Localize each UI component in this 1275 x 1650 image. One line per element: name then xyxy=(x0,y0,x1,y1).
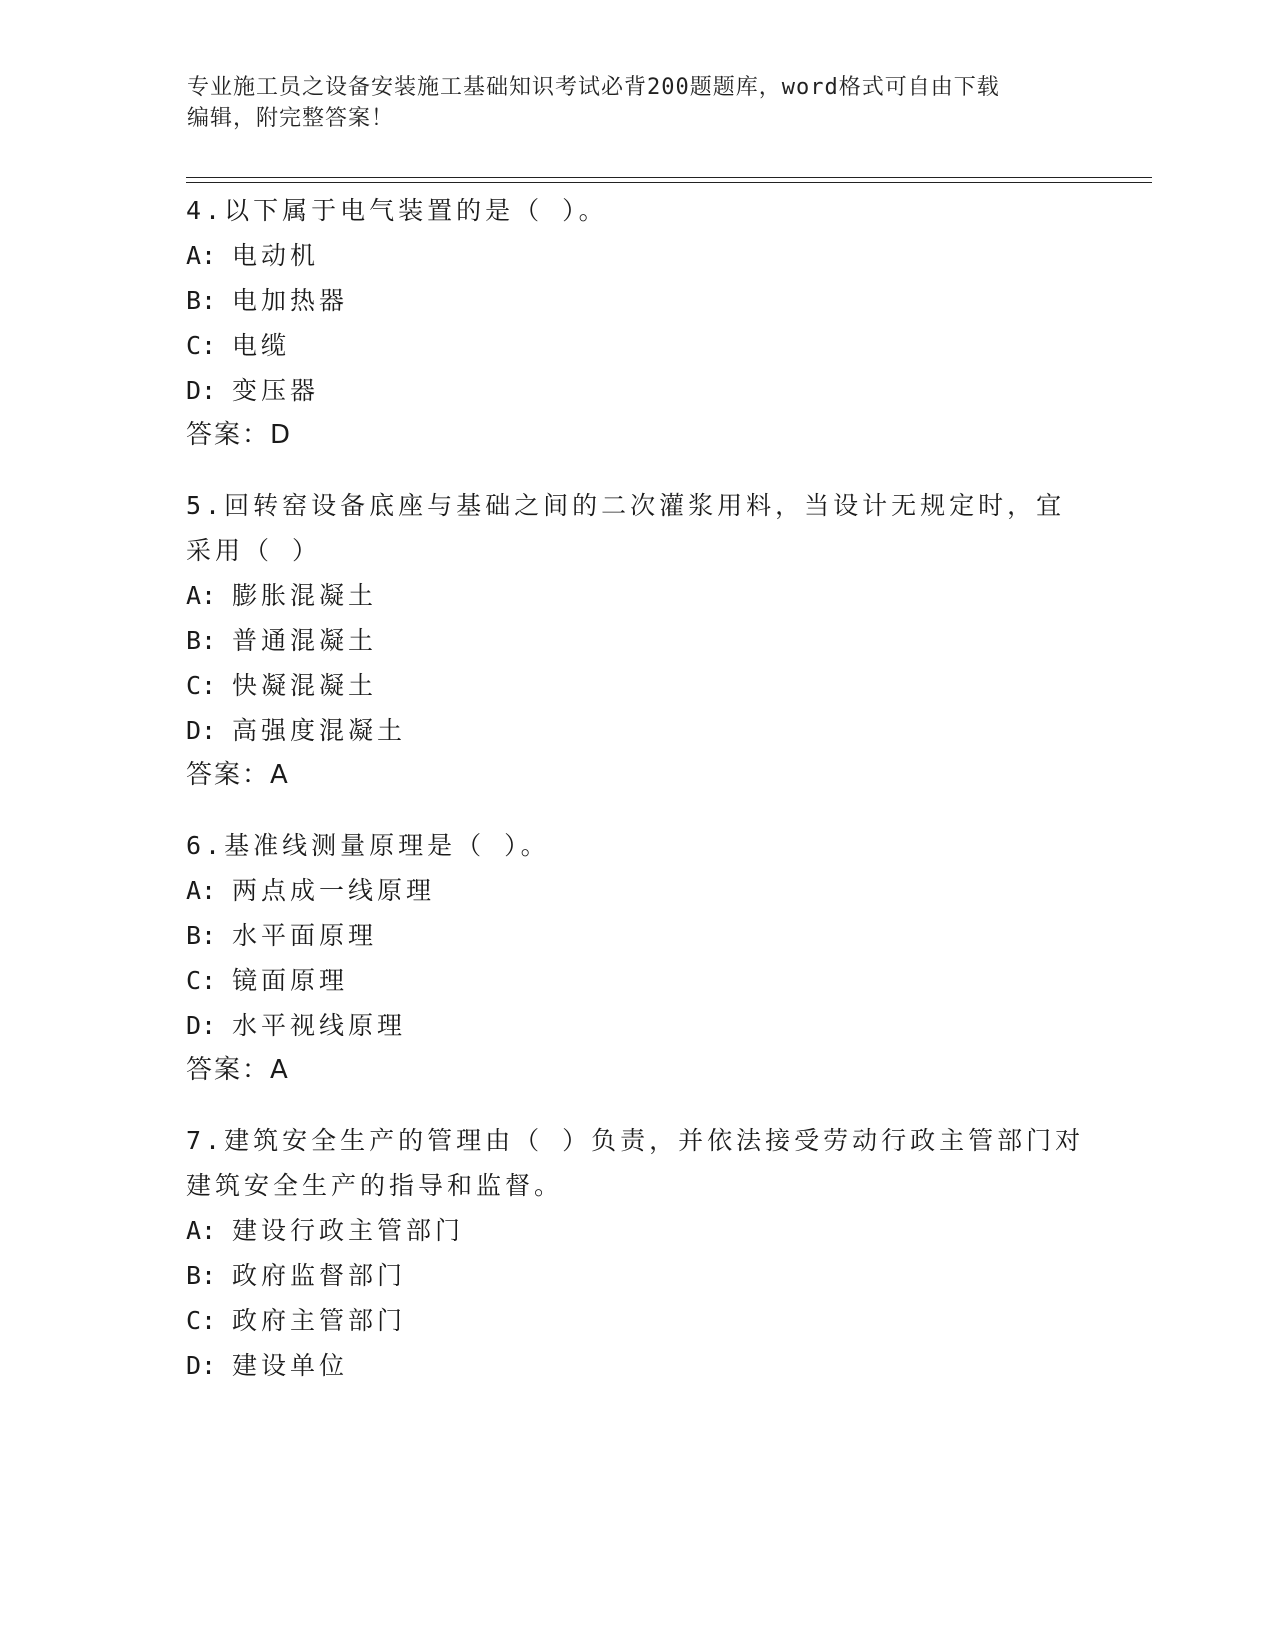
option-key: A: xyxy=(186,876,217,905)
answer-value: A xyxy=(270,1055,288,1085)
option-c xyxy=(186,663,1086,708)
answer-line xyxy=(186,413,1086,458)
question-4 xyxy=(186,188,1086,458)
option-text: 政府主管部门 xyxy=(232,1306,407,1335)
option-key: B: xyxy=(186,921,217,950)
option-key: A: xyxy=(186,581,217,610)
question-7 xyxy=(186,1118,1086,1388)
option-a xyxy=(186,233,1086,278)
option-b xyxy=(186,1253,1086,1298)
option-text: 高强度混凝土 xyxy=(232,716,407,745)
option-text: 快凝混凝土 xyxy=(232,671,378,700)
option-b xyxy=(186,618,1086,663)
option-text: 普通混凝土 xyxy=(232,626,378,655)
question-stem: 7.建筑安全生产的管理由（ ）负责，并依法接受劳动行政主管部门对 xyxy=(186,1126,1085,1155)
header-divider xyxy=(186,177,1152,178)
option-a xyxy=(186,1208,1086,1253)
question-stem: 6.基准线测量原理是（ ）。 xyxy=(186,831,550,860)
option-key: A: xyxy=(186,1216,217,1245)
option-d xyxy=(186,1003,1086,1048)
option-text: 建设行政主管部门 xyxy=(232,1216,465,1245)
option-key: A: xyxy=(186,241,217,270)
option-text: 电缆 xyxy=(232,331,291,360)
option-a xyxy=(186,868,1086,913)
option-key: D: xyxy=(186,1351,217,1380)
option-b xyxy=(186,278,1086,323)
question-stem: 5.回转窑设备底座与基础之间的二次灌浆用料，当设计无规定时，宜 xyxy=(186,491,1066,520)
answer-label: 答案： xyxy=(186,1055,271,1085)
option-text: 水平面原理 xyxy=(232,921,378,950)
option-key: C: xyxy=(186,331,217,360)
option-c xyxy=(186,958,1086,1003)
option-key: D: xyxy=(186,716,217,745)
option-key: B: xyxy=(186,1261,217,1290)
option-key: B: xyxy=(186,286,217,315)
option-b xyxy=(186,913,1086,958)
answer-value: A xyxy=(270,760,288,790)
option-text: 变压器 xyxy=(232,376,320,405)
header-divider xyxy=(186,182,1152,183)
option-key: C: xyxy=(186,966,217,995)
option-text: 两点成一线原理 xyxy=(232,876,436,905)
option-text: 膨胀混凝土 xyxy=(232,581,378,610)
question-list xyxy=(186,188,1086,1413)
option-key: B: xyxy=(186,626,217,655)
option-d xyxy=(186,708,1086,753)
header-line: 专业施工员之设备安装施工基础知识考试必背200题题库，word格式可自由下载 xyxy=(187,75,1000,100)
option-text: 水平视线原理 xyxy=(232,1011,407,1040)
option-key: D: xyxy=(186,376,217,405)
option-a xyxy=(186,573,1086,618)
document-header xyxy=(187,72,1067,134)
option-c xyxy=(186,323,1086,368)
header-line: 编辑，附完整答案！ xyxy=(187,106,395,131)
option-text: 镜面原理 xyxy=(232,966,349,995)
option-d xyxy=(186,1343,1086,1388)
question-stem: 建筑安全生产的指导和监督。 xyxy=(186,1171,564,1200)
option-c xyxy=(186,1298,1086,1343)
option-text: 电动机 xyxy=(232,241,320,270)
question-stem: 采用（ ） xyxy=(186,536,322,565)
question-5 xyxy=(186,483,1086,798)
option-text: 政府监督部门 xyxy=(232,1261,407,1290)
option-d xyxy=(186,368,1086,413)
answer-line xyxy=(186,753,1086,798)
option-text: 电加热器 xyxy=(232,286,349,315)
answer-label: 答案： xyxy=(186,420,271,450)
question-stem: 4.以下属于电气装置的是（ ）。 xyxy=(186,196,608,225)
answer-label: 答案： xyxy=(186,760,271,790)
option-key: D: xyxy=(186,1011,217,1040)
answer-line xyxy=(186,1048,1086,1093)
option-key: C: xyxy=(186,1306,217,1335)
option-text: 建设单位 xyxy=(232,1351,349,1380)
question-6 xyxy=(186,823,1086,1093)
option-key: C: xyxy=(186,671,217,700)
answer-value: D xyxy=(270,420,291,450)
